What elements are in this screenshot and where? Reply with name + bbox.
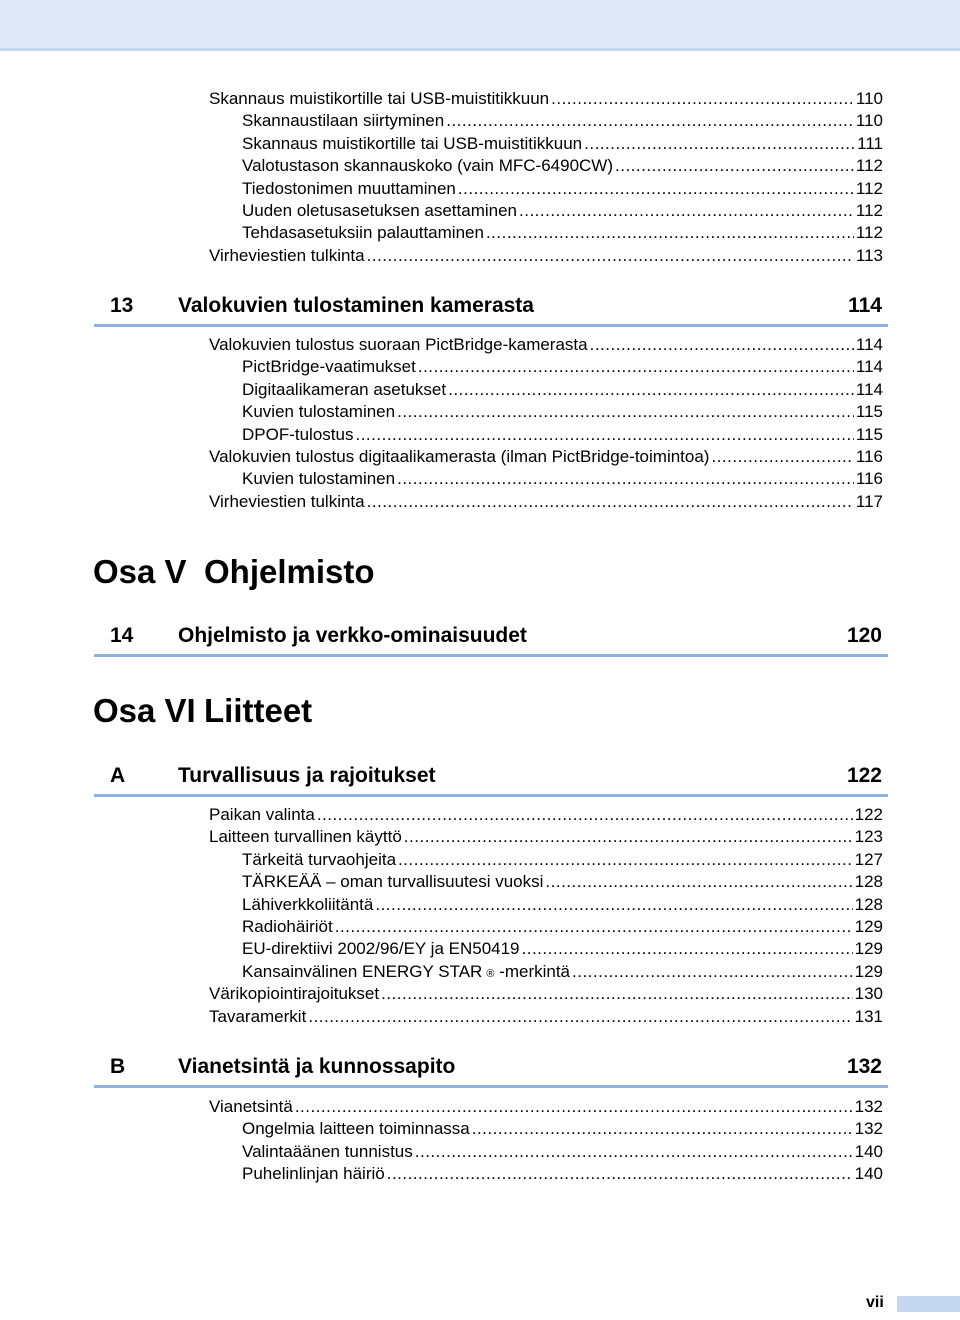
toc-entry-page: 110 <box>855 89 883 108</box>
chapter-title: Vianetsintä ja kunnossapito <box>178 1055 456 1078</box>
part-label: Osa VI <box>93 692 196 729</box>
toc-entry-label: Paikan valinta <box>209 805 315 824</box>
toc-entry-page: 112 <box>855 156 883 176</box>
toc-entry[interactable] <box>242 356 883 378</box>
dot-leader <box>519 200 854 222</box>
toc-entry[interactable] <box>242 110 883 132</box>
toc-entry-page: 122 <box>854 805 883 824</box>
toc-entry[interactable] <box>242 849 883 871</box>
toc-entry[interactable] <box>209 1096 883 1118</box>
toc-entry-label: PictBridge-vaatimukset <box>242 357 416 377</box>
toc-entry[interactable] <box>242 468 883 490</box>
toc-entry-label: Digitaalikameran asetukset <box>242 379 447 399</box>
toc-entry-page: 112 <box>855 201 883 220</box>
top-header-band <box>0 0 960 48</box>
toc-entry-label: Uuden oletusasetuksen asettaminen <box>242 201 518 220</box>
dot-leader <box>415 1141 853 1163</box>
toc-entry-label: Puhelinlinjan häiriö <box>242 1164 385 1184</box>
toc-entry-label: Virheviestien tulkinta <box>209 245 365 265</box>
part-heading-vi[interactable] <box>93 691 312 731</box>
dot-leader <box>545 871 852 893</box>
dot-leader <box>472 1118 853 1140</box>
part-label: Osa V <box>93 553 187 590</box>
chapter-number: 14 <box>110 624 134 647</box>
dot-leader <box>397 401 854 423</box>
chapter-title: Ohjelmisto ja verkko-ominaisuudet <box>178 624 527 647</box>
dot-leader <box>397 468 854 490</box>
toc-entry-label: TÄRKEÄÄ – oman turvallisuutesi vuoksi <box>242 872 544 892</box>
dot-leader <box>381 983 853 1005</box>
toc-entry-page: 132 <box>854 1119 883 1139</box>
toc-entry-page: 111 <box>857 133 883 153</box>
toc-entry-page: 128 <box>854 894 883 914</box>
toc-entry-label: Radiohäiriöt <box>242 917 333 936</box>
dot-leader <box>387 1163 853 1185</box>
toc-entry-label: Ongelmia laitteen toiminnassa <box>242 1119 470 1139</box>
folio-band <box>897 1296 960 1312</box>
toc-entry[interactable] <box>242 1141 883 1163</box>
toc-entry[interactable]: Kansainvälinen ENERGY STAR ® -merkintä ..... 129 <box>242 961 883 983</box>
toc-entry-label-suffix: -merkintä <box>494 961 571 981</box>
toc-entry-label: Värikopiointirajoitukset <box>209 984 380 1004</box>
chapter-number: B <box>110 1055 126 1078</box>
toc-entry[interactable] <box>209 983 883 1005</box>
chapter-page: 120 <box>846 624 882 647</box>
toc-entry[interactable] <box>242 133 883 155</box>
dot-leader <box>367 245 854 267</box>
toc-entry[interactable] <box>242 379 883 401</box>
toc-entry[interactable] <box>242 178 883 200</box>
dot-leader <box>355 424 853 446</box>
part-heading-v[interactable] <box>93 552 375 592</box>
toc-entry-label: Skannaustilaan siirtyminen <box>242 111 445 131</box>
chapter-page: 122 <box>846 764 882 787</box>
toc-entry[interactable] <box>242 200 883 222</box>
toc-entry-page: 115 <box>855 402 883 422</box>
toc-entry[interactable] <box>242 916 883 938</box>
toc-entry[interactable] <box>242 938 883 960</box>
toc-entry-page: 116 <box>855 469 883 489</box>
page-folio: vii <box>866 1294 884 1311</box>
toc-entry[interactable] <box>209 446 883 468</box>
toc-entry-label: Valokuvien tulostus digitaalikamerasta (ilman PictBridge-toimintoa) <box>209 447 710 466</box>
toc-entry-page: 113 <box>855 245 883 265</box>
toc-entry-label: Skannaus muistikortille tai USB-muistitikkuun <box>242 133 583 153</box>
toc-entry-page: 127 <box>854 849 883 869</box>
dot-leader <box>615 155 854 177</box>
toc-entry[interactable] <box>242 155 883 177</box>
dot-leader <box>448 379 854 401</box>
chapter-page: 114 <box>848 294 882 317</box>
dot-leader <box>295 1096 853 1118</box>
toc-entry-page: 116 <box>855 447 883 466</box>
toc-entry-label: Lähiverkkoliitäntä <box>242 894 374 914</box>
toc-entry-page: 129 <box>854 961 883 981</box>
toc-entry-label: Virheviestien tulkinta <box>209 491 365 511</box>
dot-leader <box>398 849 853 871</box>
toc-entry[interactable] <box>209 826 883 848</box>
toc-entry-label: Valintaäänen tunnistus <box>242 1141 413 1161</box>
toc-entry[interactable] <box>242 401 883 423</box>
chapter-page: 132 <box>846 1055 882 1078</box>
chapter-heading-a[interactable] <box>94 760 888 797</box>
toc-entry-page: 140 <box>854 1141 883 1161</box>
toc-entry-page: 128 <box>854 872 883 892</box>
toc-entry-page: 110 <box>855 111 883 131</box>
toc-entry-page: 117 <box>855 491 883 511</box>
dot-leader <box>711 446 853 468</box>
dot-leader <box>367 491 854 513</box>
chapter-heading-13[interactable] <box>94 290 888 327</box>
toc-entry[interactable] <box>209 491 883 513</box>
toc-entry-page: 129 <box>854 917 883 936</box>
toc-entry-label: Kuvien tulostaminen <box>242 469 396 489</box>
dot-leader <box>458 178 854 200</box>
toc-entry[interactable] <box>242 1163 883 1185</box>
dot-leader <box>375 894 852 916</box>
toc-entry[interactable] <box>209 245 883 267</box>
dot-leader <box>584 133 855 155</box>
toc-entry-label: Skannaus muistikortille tai USB-muistitikkuun <box>209 89 550 108</box>
toc-entry-label: Kansainvälinen ENERGY STAR <box>242 961 483 981</box>
toc-entry-page: 112 <box>855 223 883 243</box>
chapter-number: 13 <box>110 294 134 317</box>
top-header-rule <box>0 48 960 51</box>
toc-entry-page: 123 <box>854 827 883 847</box>
toc-entry-page: 129 <box>854 939 883 959</box>
toc-entry-page: 132 <box>854 1097 883 1116</box>
chapter-heading-14[interactable] <box>94 620 888 657</box>
dot-leader <box>551 88 854 110</box>
dot-leader <box>418 356 854 378</box>
toc-entry-page: 131 <box>854 1006 883 1026</box>
toc-entry-label: Kuvien tulostaminen <box>242 402 396 422</box>
toc-entry-label: DPOF-tulostus <box>242 424 354 444</box>
dot-leader <box>446 110 854 132</box>
dot-leader <box>572 961 853 983</box>
toc-entry[interactable] <box>209 334 883 356</box>
dot-leader <box>486 222 854 244</box>
toc-entry-page: 112 <box>855 178 883 198</box>
toc-entry-label: EU-direktiivi 2002/96/EY ja EN50419 <box>242 939 520 959</box>
dot-leader <box>404 826 853 848</box>
toc-entry[interactable] <box>209 88 883 110</box>
toc-entry-label: Tiedostonimen muuttaminen <box>242 178 456 198</box>
toc-entry-label: Laitteen turvallinen käyttö <box>209 827 402 847</box>
toc-entry-page: 114 <box>855 357 883 377</box>
toc-entry-label: Tärkeitä turvaohjeita <box>242 849 397 869</box>
chapter-title: Valokuvien tulostaminen kamerasta <box>178 294 534 317</box>
toc-entry[interactable] <box>242 424 883 446</box>
toc-entry[interactable] <box>209 1006 883 1028</box>
part-title: Ohjelmisto <box>204 553 375 590</box>
toc-entry-label: Valotustason skannauskoko (vain MFC-6490CW) <box>242 156 614 176</box>
toc-entry[interactable] <box>242 222 883 244</box>
toc-entry-page: 114 <box>855 335 883 354</box>
chapter-number: A <box>110 764 126 787</box>
dot-leader <box>522 938 853 960</box>
toc-entry-label: Tavaramerkit <box>209 1006 307 1026</box>
toc-entry-label: Tehdasasetuksiin palauttaminen <box>242 223 484 243</box>
chapter-title: Turvallisuus ja rajoitukset <box>178 764 436 787</box>
dot-leader <box>317 804 853 826</box>
toc-entry[interactable] <box>209 804 883 826</box>
toc-entry-page: 140 <box>854 1164 883 1184</box>
toc-entry[interactable] <box>242 871 883 893</box>
dot-leader <box>308 1006 852 1028</box>
toc-entry[interactable] <box>242 894 883 916</box>
dot-leader <box>335 916 853 938</box>
toc-entry-page: 114 <box>855 379 883 399</box>
toc-entry-page: 130 <box>854 984 883 1004</box>
chapter-heading-b[interactable] <box>94 1051 888 1088</box>
toc-entry-page: 115 <box>855 424 883 444</box>
dot-leader <box>590 334 854 356</box>
part-title: Liitteet <box>204 692 313 729</box>
toc-entry[interactable] <box>242 1118 883 1140</box>
toc-entry-label: Vianetsintä <box>209 1097 293 1116</box>
toc-entry-label: Valokuvien tulostus suoraan PictBridge-kamerasta <box>209 335 588 354</box>
